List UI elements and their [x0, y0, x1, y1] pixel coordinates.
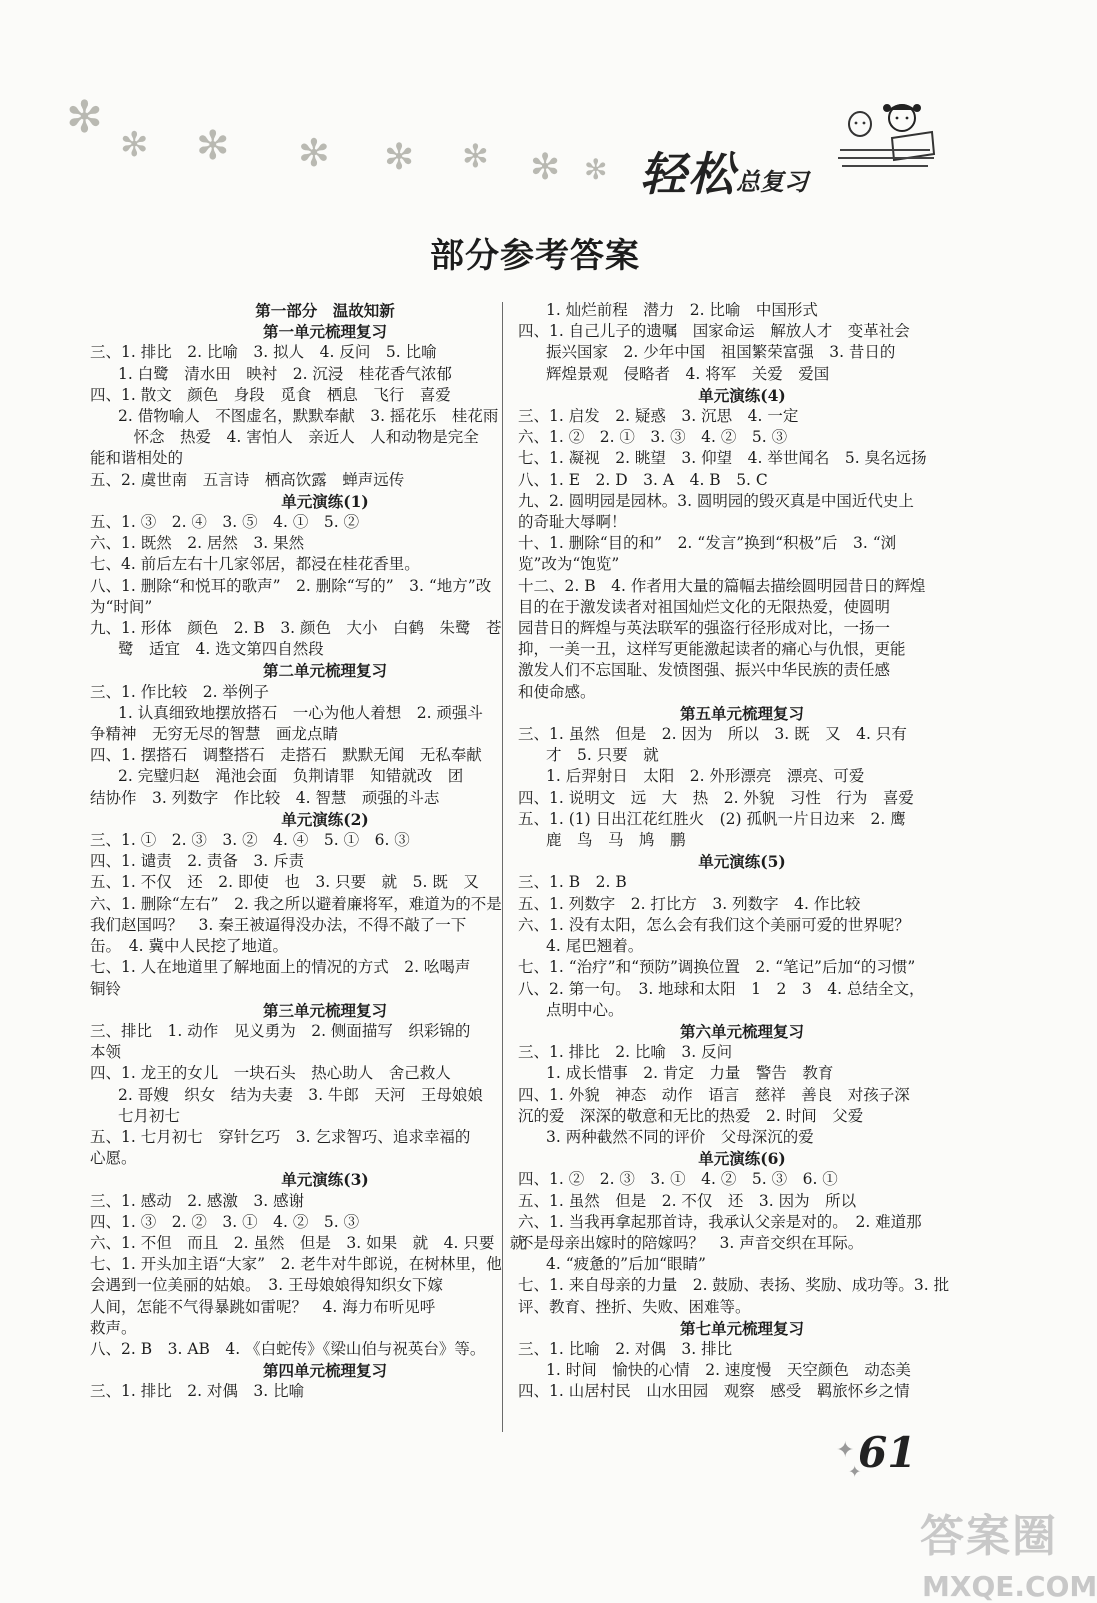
- watermark-text: 答案圈: [920, 1511, 1058, 1562]
- answer-line: 辉煌景观 侵略者 4. 将军 关爱 爱国: [546, 364, 830, 383]
- answer-line: 七、1. 开头加主语“大家” 2. 老牛对牛郎说，在树林里，他: [90, 1255, 502, 1274]
- answer-line: 四、1. 外貌 神态 动作 语言 慈祥 善良 对孩子深: [518, 1085, 910, 1104]
- answer-line: 才 5. 只要 就: [546, 746, 659, 765]
- answer-line: 1. 成长惜事 2. 肯定 力量 警告 教育: [546, 1064, 834, 1083]
- answer-line: 点明中心。: [546, 1000, 624, 1019]
- answer-line: 五、2. 虞世南 五言诗 栖高饮露 蝉声远传: [90, 470, 405, 489]
- section-heading: 单元演练(6): [698, 1149, 786, 1169]
- answer-line: 1. 时间 愉快的心情 2. 速度慢 天空颜色 动态美: [546, 1361, 911, 1380]
- answer-line: 我们赵国吗？ 3. 秦王被逼得没办法，不得不敲了一下: [90, 915, 467, 934]
- answer-line: 四、1. ② 2. ③ 3. ① 4. ② 5. ③ 6. ①: [518, 1170, 838, 1189]
- answer-line: 九、2. 圆明园是园林。3. 圆明园的毁灭真是中国近代史上: [518, 491, 914, 510]
- answer-line: 激发人们不忘国耻、发愤图强、振兴中华民族的责任感: [518, 661, 891, 680]
- answer-line: 六、1. 没有太阳，怎么会有我们这个美丽可爱的世界呢？: [518, 915, 910, 934]
- answer-line: 鹿 鸟 马 鸠 鹏: [546, 831, 686, 850]
- answer-line: 振兴国家 2. 少年中国 祖国繁荣富强 3. 昔日的: [546, 343, 896, 362]
- section-heading: 单元演练(2): [281, 809, 369, 829]
- answer-line: 八、1. 删除“和悦耳的歌声” 2. 删除“写的” 3. “地方”改: [90, 576, 492, 595]
- answer-line: 六、1. 既然 2. 居然 3. 果然: [90, 534, 305, 553]
- answer-line: 九、1. 形体 颜色 2. B 3. 颜色 大小 白鹤 朱鹭 苍: [90, 619, 502, 638]
- answer-line: 七、4. 前后左右十几家邻居，都浸在桂花香里。: [90, 555, 420, 574]
- answer-line: 缶。 4. 冀中人民挖了地道。: [90, 937, 288, 956]
- answer-line: 2. 借物喻人 不图虚名，默默奉献 3. 摇花乐 桂花雨: [118, 407, 499, 426]
- section-heading: 第一部分 温故知新: [255, 301, 395, 320]
- answer-line: 的奇耻大辱啊！: [518, 513, 627, 532]
- answer-line: 心愿。: [90, 1149, 137, 1168]
- brand-title: 轻松: [640, 147, 736, 201]
- answer-line: 怀念 热爱 4. 害怕人 亲近人 人和动物是完全: [118, 428, 479, 447]
- answer-line: 三、1. 排比 2. 比喻 3. 反问: [518, 1043, 733, 1062]
- answer-line: 五、1. 不仅 还 2. 即使 也 3. 只要 就 5. 既 又: [90, 873, 479, 892]
- section-heading: 第二单元梳理复习: [262, 661, 387, 681]
- answer-line: 五、1. (1) 日出江花红胜火 (2) 孤帆一片日边来 2. 鹰: [518, 809, 906, 828]
- answer-line: 六、1. 删除“左右” 2. 我之所以避着廉将军，难道为的不是: [90, 894, 502, 913]
- page-number: 61: [858, 1428, 917, 1477]
- star-icon: ✦: [836, 1438, 855, 1463]
- answer-line: 三、排比 1. 动作 见义勇为 2. 侧面描写 织彩锦的: [90, 1021, 471, 1040]
- maple-leaf-icon: ✻: [530, 147, 561, 188]
- section-heading: 第五单元梳理复习: [679, 703, 804, 723]
- section-heading: 第四单元梳理复习: [262, 1361, 387, 1381]
- answer-line: 四、1. 龙王的女儿 一块石头 热心助人 舍己救人: [90, 1064, 451, 1083]
- answer-line: 八、2. 第一句。 3. 地球和太阳 1 2 3 4. 总结全文，: [518, 979, 925, 998]
- answer-line: 1. 后羿射日 太阳 2. 外形漂亮 漂亮、可爱: [546, 767, 865, 786]
- answers-left-column: [90, 300, 560, 1403]
- answer-line: 八、2. B 3. AB 4. 《白蛇传》《梁山伯与祝英台》等。: [90, 1339, 486, 1358]
- answer-line: 目的在于激发读者对祖国灿烂文化的无限热爱，使圆明: [518, 597, 891, 616]
- answer-line: 为“时间”: [90, 597, 153, 616]
- maple-leaf-icon: ✻: [384, 137, 415, 178]
- answer-line: 结协作 3. 列数字 作比较 4. 智慧 顽强的斗志: [90, 788, 440, 807]
- answer-line: 园昔日的辉煌与英法联军的强盗行径形成对比，一扬一: [518, 619, 891, 638]
- answer-line: 三、1. 排比 2. 比喻 3. 拟人 4. 反问 5. 比喻: [90, 343, 437, 362]
- brand-subtitle: 总复习: [736, 168, 808, 196]
- answer-line: 四、1. 摆搭石 调整搭石 走搭石 默默无闻 无私奉献: [90, 746, 482, 765]
- answer-line: 救声。: [90, 1318, 137, 1337]
- answer-line: 1. 白鹭 清水田 映衬 2. 沉浸 桂花香气浓郁: [118, 364, 452, 383]
- answer-line: 人间，怎能不气得暴跳如雷呢？ 4. 海力布听见呼: [90, 1297, 436, 1316]
- maple-leaf-icon: ✻: [120, 125, 149, 165]
- page-title: 部分参考答案: [430, 236, 640, 276]
- answer-line: 2. 完璧归赵 渑池会面 负荆请罪 知错就改 团: [118, 767, 464, 786]
- section-heading: 单元演练(5): [698, 852, 786, 872]
- answer-line: 四、1. ③ 2. ② 3. ① 4. ② 5. ③: [90, 1212, 360, 1231]
- answer-line: 三、1. 作比较 2. 举例子: [90, 682, 269, 701]
- answer-line: 四、1. 散文 颜色 身段 觅食 栖息 飞行 喜爱: [90, 385, 451, 404]
- maple-leaf-icon: ✻: [66, 92, 103, 143]
- answer-line: 三、1. ① 2. ③ 3. ② 4. ④ 5. ① 6. ③: [90, 831, 410, 850]
- answer-line: 和使命感。: [518, 682, 596, 701]
- answer-line: 六、1. 当我再拿起那首诗，我承认父亲是对的。 2. 难道那: [518, 1212, 922, 1231]
- answer-line: 五、1. 虽然 但是 2. 不仅 还 3. 因为 所以: [518, 1191, 857, 1210]
- answer-line: 三、1. 感动 2. 感激 3. 感谢: [90, 1191, 305, 1210]
- answer-line: 七、1. 人在地道里了解地面上的情况的方式 2. 吆喝声: [90, 958, 471, 977]
- maple-leaf-icon: ✻: [298, 131, 330, 175]
- answer-line: 五、1. 七月初七 穿针乞巧 3. 乞求智巧、追求幸福的: [90, 1127, 471, 1146]
- section-heading: 单元演练(3): [281, 1170, 369, 1190]
- answer-line: 七月初七: [118, 1106, 181, 1125]
- answer-line: 铜铃: [90, 979, 122, 998]
- answer-line: 三、1. 虽然 但是 2. 因为 所以 3. 既 又 4. 只有: [518, 725, 907, 744]
- watermark: [920, 1500, 1097, 1603]
- answer-line: 3. 两种截然不同的评价 父母深沉的爱: [546, 1127, 814, 1146]
- maple-leaf-icon: ✻: [462, 137, 489, 175]
- answer-line: 本领: [90, 1043, 122, 1062]
- answer-line: 十、1. 删除“目的和” 2. “发言”换到“积极”后 3. “浏: [518, 534, 897, 553]
- answer-line: 七、1. “治疗”和“预防”调换位置 2. “笔记”后加“的习惯”: [518, 958, 916, 977]
- answer-line: 六、1. ② 2. ① 3. ③ 4. ② 5. ③: [518, 428, 788, 447]
- answer-line: 六、1. 不但 而且 2. 虽然 但是 3. 如果 就 4. 只要 就: [90, 1233, 526, 1252]
- section-heading: 第一单元梳理复习: [262, 322, 387, 342]
- answer-line: 四、1. 自己儿子的遗嘱 国家命运 解放人才 变革社会: [518, 322, 910, 341]
- section-heading: 第七单元梳理复习: [679, 1318, 804, 1338]
- answer-line: 五、1. ③ 2. ④ 3. ⑤ 4. ① 5. ②: [90, 513, 360, 532]
- section-heading: 单元演练(1): [281, 491, 369, 511]
- answer-line: 4. “疲惫的”后加“眼睛”: [546, 1255, 706, 1274]
- answer-line: 十二、2. B 4. 作者用大量的篇幅去描绘圆明园昔日的辉煌: [518, 576, 926, 595]
- answer-line: 鹭 适宜 4. 选文第四自然段: [118, 640, 324, 659]
- answer-line: 4. 尾巴翘着。: [546, 937, 644, 956]
- maple-leaf-icon: ✻: [584, 153, 608, 186]
- answer-line: 览”改为“饱览”: [518, 555, 620, 574]
- kids-reading-illustration: [832, 100, 944, 172]
- answer-line: 能和谐相处的: [90, 449, 184, 468]
- answer-line: 四、1. 谴责 2. 责备 3. 斥责: [90, 852, 305, 871]
- answer-line: 1. 灿烂前程 潜力 2. 比喻 中国形式: [546, 301, 818, 319]
- section-heading: 第三单元梳理复习: [262, 1000, 387, 1020]
- answer-line: 争精神 无穷无尽的智慧 画龙点睛: [90, 725, 339, 744]
- answer-line: 四、1. 说明文 远 大 热 2. 外貌 习性 行为 喜爱: [518, 788, 914, 807]
- brand-logo: [640, 138, 808, 204]
- answer-line: 三、1. B 2. B: [518, 873, 627, 892]
- answer-line: 沉的爱 深深的敬意和无比的热爱 2. 时间 父爱: [518, 1106, 864, 1125]
- section-heading: 第六单元梳理复习: [679, 1021, 804, 1041]
- answer-line: 三、1. 比喻 2. 对偶 3. 排比: [518, 1339, 733, 1358]
- watermark-url: MXQE.COM: [922, 1570, 1097, 1603]
- answers-right-column: [518, 300, 966, 1403]
- answer-line: 三、1. 启发 2. 疑惑 3. 沉思 4. 一定: [518, 407, 799, 426]
- answer-line: 不是母亲出嫁时的陪嫁吗？ 3. 声音交织在耳际。: [518, 1233, 864, 1252]
- answer-line: 三、1. 排比 2. 对偶 3. 比喻: [90, 1382, 305, 1401]
- answer-line: 八、1. E 2. D 3. A 4. B 5. C: [518, 470, 768, 489]
- answer-line: 1. 认真细致地摆放搭石 一心为他人着想 2. 顽强斗: [118, 703, 483, 722]
- answer-line: 评、教育、挫折、失败、困难等。: [518, 1297, 751, 1316]
- answer-line: 抑，一美一丑，这样写更能激起读者的痛心与仇恨，更能: [518, 640, 906, 659]
- maple-leaf-icon: ✻: [196, 123, 230, 169]
- answer-line: 七、1. 凝视 2. 眺望 3. 仰望 4. 举世闻名 5. 臭名远扬: [518, 449, 927, 468]
- answer-line: 四、1. 山居村民 山水田园 观察 感受 羁旅怀乡之情: [518, 1382, 910, 1401]
- star-icon: ✦: [848, 1462, 862, 1481]
- answer-line: 七、1. 来自母亲的力量 2. 鼓励、表扬、奖励、成功等。3. 批: [518, 1276, 950, 1295]
- answer-line: 会遇到一位美丽的姑娘。 3. 王母娘娘得知织女下嫁: [90, 1276, 443, 1295]
- answer-line: 2. 哥嫂 织女 结为夫妻 3. 牛郎 天河 王母娘娘: [118, 1085, 483, 1104]
- answer-line: 五、1. 列数字 2. 打比方 3. 列数字 4. 作比较: [518, 894, 861, 913]
- section-heading: 单元演练(4): [698, 385, 786, 405]
